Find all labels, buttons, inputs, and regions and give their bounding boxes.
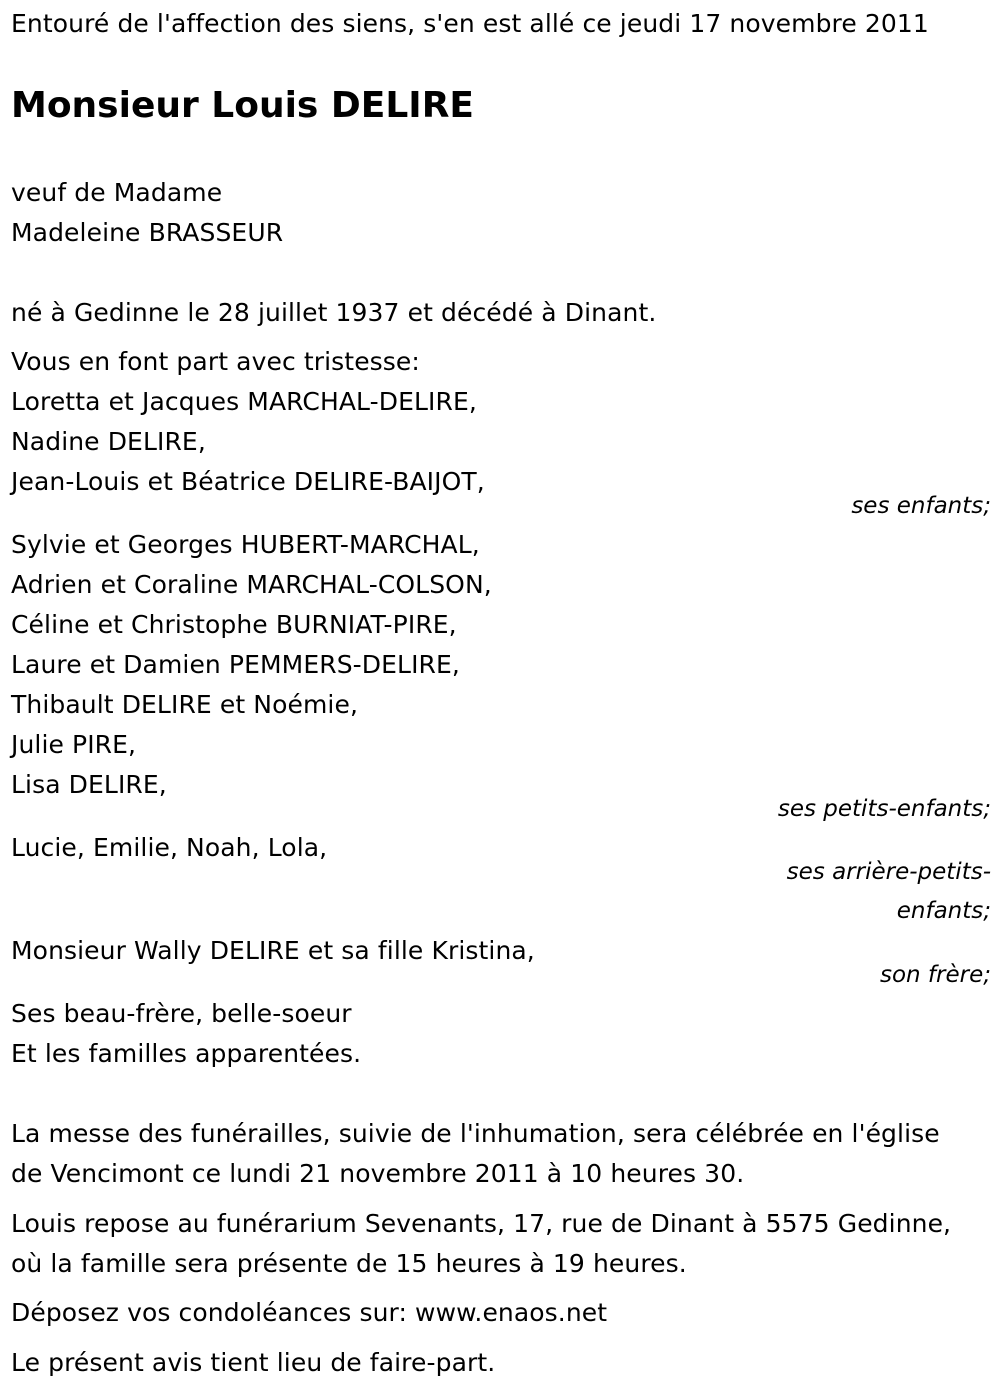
grandchild-entry: Julie PIRE,	[11, 730, 137, 759]
deceased-name: Monsieur Louis DELIRE	[11, 85, 475, 126]
spouse-line-1: veuf de Madame	[11, 178, 223, 207]
grandchild-entry: Adrien et Coraline MARCHAL-COLSON,	[11, 570, 492, 599]
child-entry: Jean-Louis et Béatrice DELIRE-BAIJOT,	[11, 467, 485, 496]
announce-intro: Vous en font part avec tristesse:	[11, 347, 420, 376]
repose-line-2: où la famille sera présente de 15 heures à 19 heures.	[11, 1249, 687, 1278]
condolences-text: Déposez vos condoléances sur: www.enaos.net	[11, 1298, 608, 1327]
spouse-line-2: Madeleine BRASSEUR	[11, 218, 284, 247]
closing-text: Le présent avis tient lieu de faire-part.	[11, 1348, 496, 1377]
brother-entry: Monsieur Wally DELIRE et sa fille Kristina,	[11, 936, 535, 965]
great-grandchildren-entry: Lucie, Emilie, Noah, Lola,	[11, 833, 328, 862]
intro-text: Entouré de l'affection des siens, s'en est allé ce jeudi 17 novembre 2011	[11, 9, 929, 38]
birth-death-text: né à Gedinne le 28 juillet 1937 et décédé à Dinant.	[11, 298, 657, 327]
grandchild-entry: Lisa DELIRE,	[11, 770, 167, 799]
funeral-line-2: de Vencimont ce lundi 21 novembre 2011 à 10 heures 30.	[11, 1159, 745, 1188]
child-entry: Loretta et Jacques MARCHAL-DELIRE,	[11, 387, 477, 416]
grandchild-entry: Céline et Christophe BURNIAT-PIRE,	[11, 610, 457, 639]
great-grandchildren-label-line-1: ses arrière-petits-	[786, 859, 991, 885]
repose-line-1: Louis repose au funérarium Sevenants, 17, rue de Dinant à 5575 Gedinne,	[11, 1209, 952, 1238]
grandchildren-relation-label: ses petits-enfants;	[777, 796, 991, 822]
brother-relation-label: son frère;	[879, 962, 991, 988]
grandchild-entry: Sylvie et Georges HUBERT-MARCHAL,	[11, 530, 480, 559]
obituary-notice	[11, 0, 991, 1398]
child-entry: Nadine DELIRE,	[11, 427, 206, 456]
grandchild-entry: Laure et Damien PEMMERS-DELIRE,	[11, 650, 460, 679]
great-grandchildren-label-line-2: enfants;	[896, 898, 991, 924]
others-line-1: Ses beau-frère, belle-soeur	[11, 999, 352, 1028]
grandchild-entry: Thibault DELIRE et Noémie,	[11, 690, 358, 719]
funeral-line-1: La messe des funérailles, suivie de l'inhumation, sera célébrée en l'église	[11, 1119, 940, 1148]
others-line-2: Et les familles apparentées.	[11, 1039, 362, 1068]
children-relation-label: ses enfants;	[851, 493, 991, 519]
